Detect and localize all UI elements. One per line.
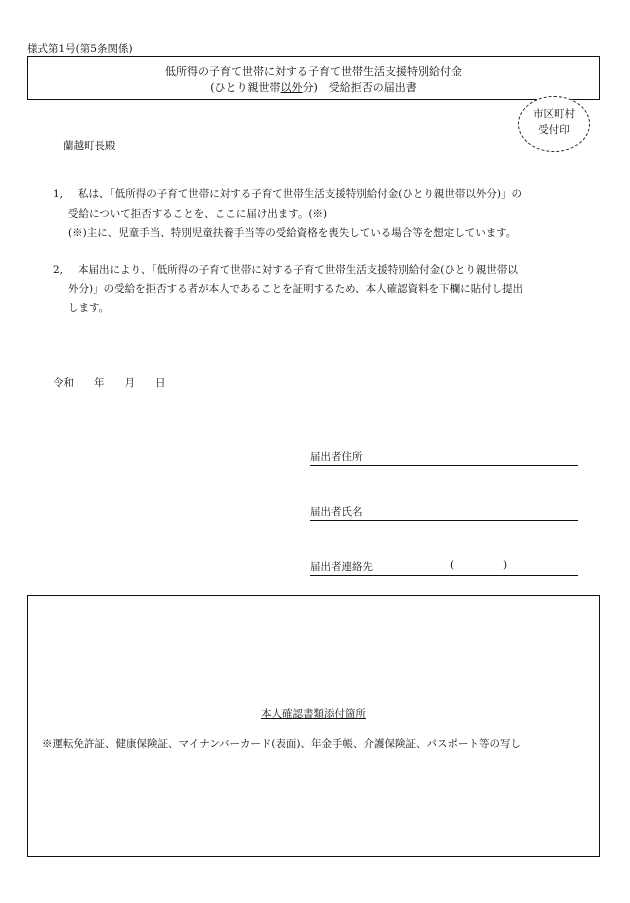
name-field[interactable] bbox=[310, 504, 578, 521]
addressee: 蘭越町長殿 bbox=[63, 140, 116, 152]
name-label: 届出者氏名 bbox=[310, 506, 363, 518]
title-line-2-post: 分) 受給拒否の届出書 bbox=[302, 81, 417, 94]
form-number-label: 様式第1号(第5条関係) bbox=[27, 43, 133, 55]
address-label: 届出者住所 bbox=[310, 451, 363, 463]
contact-field[interactable] bbox=[310, 559, 578, 576]
reception-stamp-area bbox=[518, 96, 590, 152]
date-day: 日 bbox=[155, 377, 166, 389]
title-box bbox=[27, 56, 600, 100]
id-document-attachment-box[interactable] bbox=[27, 595, 600, 857]
date-year: 年 bbox=[94, 377, 105, 389]
date-line bbox=[53, 375, 186, 390]
item-2-line-1: 本届出により、「低所得の子育て世帯に対する子育て世帯生活支援特別給付金(ひとり親世帯以 bbox=[78, 264, 518, 276]
item-1-number: 1, bbox=[53, 188, 64, 200]
id-section-note: ※運転免許証、健康保険証、マイナンバーカード(表面)、年金手帳、介護保険証、パスポート等の写し bbox=[42, 738, 522, 750]
item-2-line-2: 外分)」の受給を拒否する者が本人であることを証明するため、本人確認資料を下欄に貼付し提出 bbox=[68, 283, 524, 295]
item-2-line-3: します。 bbox=[68, 302, 110, 314]
stamp-line-1: 市区町村 bbox=[533, 108, 575, 120]
date-month: 月 bbox=[124, 377, 135, 389]
id-section-title: 本人確認書類添付箇所 bbox=[261, 708, 366, 720]
contact-paren-open: ( bbox=[450, 559, 455, 571]
stamp-line-2: 受付印 bbox=[538, 124, 570, 136]
address-field[interactable] bbox=[310, 449, 578, 466]
title-line-1: 低所得の子育て世帯に対する子育て世帯生活支援特別給付金 bbox=[165, 65, 462, 78]
item-2-number: 2, bbox=[53, 264, 64, 276]
id-section-title-wrap bbox=[28, 706, 599, 721]
title-line-2 bbox=[28, 80, 599, 96]
contact-paren-close: ) bbox=[503, 559, 508, 571]
title-line-2-underlined: 以外 bbox=[280, 81, 303, 94]
item-1-line-1: 私は、「低所得の子育て世帯に対する子育て世帯生活支援特別給付金(ひとり親世帯以外分)」の bbox=[78, 188, 522, 200]
contact-label: 届出者連絡先 bbox=[310, 561, 373, 573]
item-1-line-3: (※)主に、児童手当、特別児童扶養手当等の受給資格を喪失している場合等を想定しています。 bbox=[68, 227, 517, 239]
title-line-2-pre: (ひとり親世帯 bbox=[210, 81, 281, 94]
item-1-line-2: 受給について拒否することを、ここに届け出ます。(※) bbox=[68, 208, 328, 220]
date-era: 令和 bbox=[53, 377, 74, 389]
